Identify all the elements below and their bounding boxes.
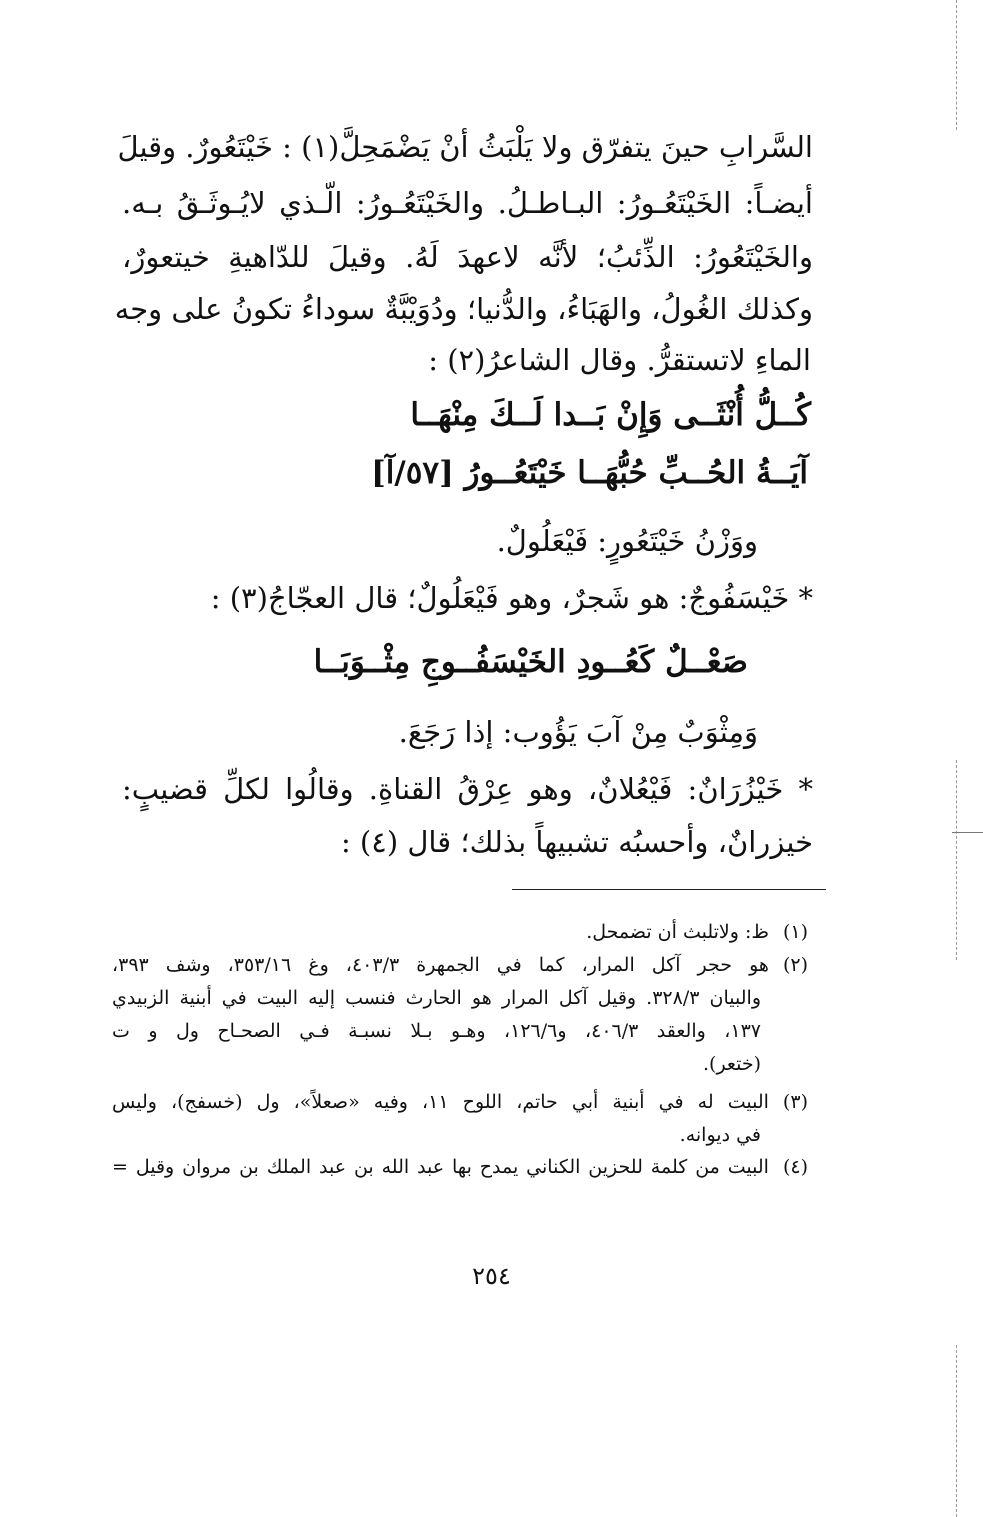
footnote-2-line-4: (ختعر). bbox=[703, 1053, 761, 1075]
body-line-5: الماءِ لاتستقرُّ. وقال الشاعرُ(٢) : bbox=[428, 343, 811, 377]
scan-margin-rule-top bbox=[956, 0, 957, 130]
body-line-9: * خَيْزُرَانٌ: فَيْعُلانٌ، وهو عِرْقُ القناةِ. وقالُوا لكلِّ قضيبٍ: bbox=[122, 772, 813, 806]
body-line-2: أيضـاً: الخَيْتَعُـورُ: البـاطـلُ. والخَيْتَعُـورُ: الّـذي لايُـوثَـقُ بـه. bbox=[122, 186, 813, 220]
footnote-4 bbox=[112, 1153, 808, 1181]
footnote-3-line-1 bbox=[112, 1088, 808, 1116]
body-line-1: السَّرابِ حينَ يتفرّق ولا يَلْبَثُ أنْ يَضْمَحِلَّ(١) : خَيْتَعُورٌ. وقيلَ bbox=[117, 130, 813, 164]
scan-margin-tick bbox=[952, 832, 983, 833]
footnote-2-line-2: والبيان ٣٢٨/٣. وقيل آكل المرار هو الحارث فنسب إليه البيت في أبنية الزبيدي bbox=[112, 987, 761, 1009]
footnote-2-line-3: ١٣٧، والعقد ٤٠٦/٣، و١٢٦/٦، وهـو بـلا نسبـة فـي الصحـاح ول و ت bbox=[112, 1020, 761, 1042]
footnote-separator bbox=[512, 889, 826, 890]
footnote-3-line-2: في ديوانه. bbox=[679, 1124, 761, 1146]
body-line-4: وكذلك الغُولُ، والهَبَاءُ، والدُّنيا؛ ودُوَيْبَّةٌ سوداءُ تكونُ على وجه bbox=[114, 292, 813, 326]
footnote-text: البيت له في أبنية أبي حاتم، اللوح ١١، وفيه «صعلاً»، ول (خسفج)، وليس bbox=[112, 1091, 769, 1113]
body-line-7: * خَيْسَفُوجٌ: هو شَجرٌ، وهو فَيْعَلُولٌ؛ قال العجّاجُ(٣) : bbox=[210, 581, 813, 615]
footnote-number: (٣) bbox=[782, 1091, 808, 1113]
footnote-2-line-1 bbox=[112, 951, 808, 979]
scan-margin-rule-bottom bbox=[956, 1345, 957, 1517]
footnote-text: هو حجر آكل المرار، كما في الجمهرة ٤٠٣/٣، وغ ٣٥٣/١٦، وشف ٣٩٣، bbox=[112, 954, 769, 976]
body-line-6: ووَزْنُ خَيْتَعُورٍ: فَيْعَلُولٌ. bbox=[496, 524, 758, 558]
footnote-number: (٤) bbox=[782, 1156, 808, 1178]
verse-1-second-hemistich: آيَــةُ الحُــبِّ حُبُّهَــا خَيْتَعُــورُ [٥٧/آ] bbox=[371, 455, 808, 491]
scan-margin-rule-middle bbox=[956, 760, 957, 960]
body-line-8: وَمِثْوَبٌ مِنْ آبَ يَؤُوب: إذا رَجَعَ. bbox=[398, 715, 758, 749]
verse-1-first-hemistich: كُــلُّ أُنْثَــى وَإِنْ بَــدا لَــكَ مِنْهَــا bbox=[410, 397, 811, 433]
body-line-3: والخَيْتَعُورُ: الذِّئبُ؛ لأنَّه لاعهدَ لَهُ. وقيلَ للدّاهيةِ خيتعورٌ، bbox=[122, 240, 813, 274]
verse-2: صَعْــلٌ كَعُــودِ الخَيْسَفُــوجِ مِثْــوَبَــا bbox=[313, 644, 748, 680]
footnote-text: البيت من كلمة للحزين الكناني يمدح بها عبد الله بن عبد الملك بن مروان وقيل = bbox=[112, 1156, 769, 1178]
footnote-number: (١) bbox=[782, 921, 808, 943]
footnote-text: ظ: ولاتلبث أن تضمحل. bbox=[586, 921, 769, 943]
footnote-1 bbox=[586, 918, 808, 946]
page-number: ٢٥٤ bbox=[472, 1262, 511, 1290]
body-line-10: خيزرانٌ، وأحسبُه تشبيهاً بذلك؛ قال (٤) : bbox=[340, 825, 813, 859]
footnote-number: (٢) bbox=[782, 954, 808, 976]
